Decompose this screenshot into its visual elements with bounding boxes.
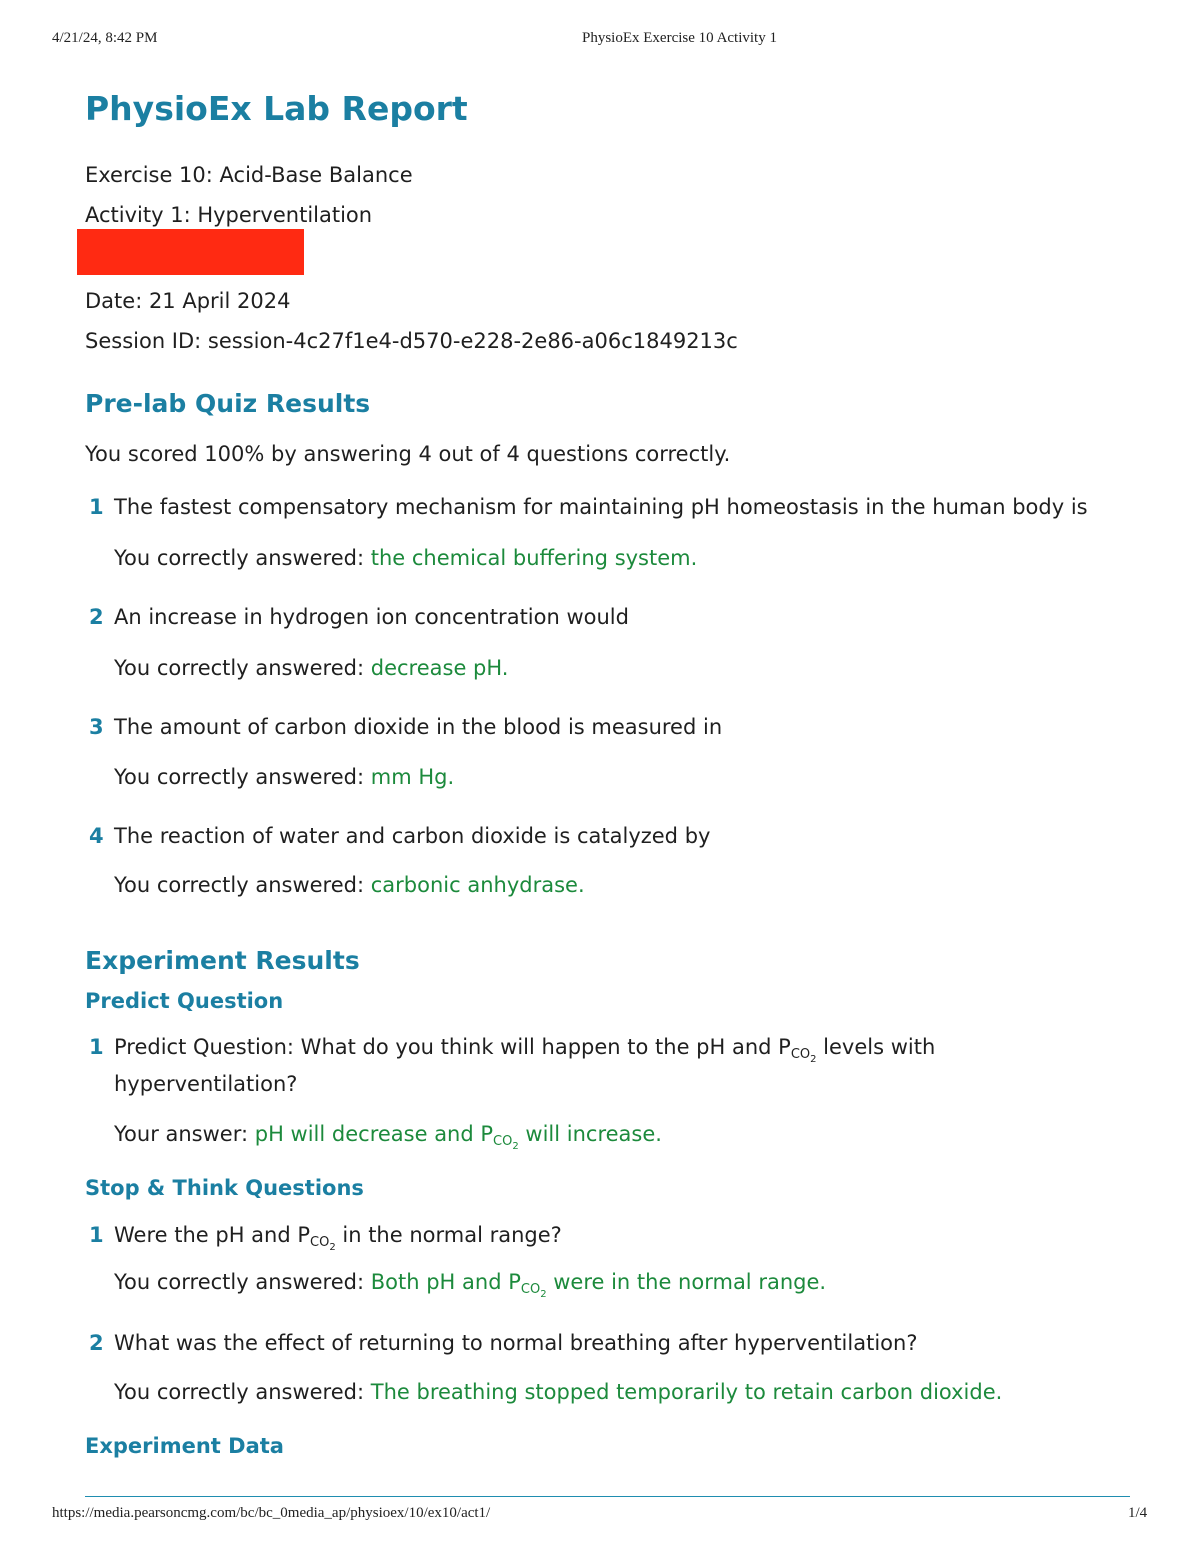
activity-label: Activity 1: Hyperventilation [85, 203, 373, 227]
question-number: 3 [89, 715, 104, 739]
answer-prefix: You correctly answered: [114, 765, 365, 789]
prelab-question [85, 818, 1145, 855]
question-text-part: Were the pH and P [114, 1223, 311, 1247]
question-number: 1 [89, 1223, 104, 1247]
pco2-subscript: CO2 [493, 1134, 519, 1152]
prelab-question [85, 709, 1145, 746]
question-text: What was the effect of returning to normal breathing after hyperventilation? [114, 1331, 918, 1355]
predict-answer [85, 1119, 1145, 1152]
stop-think-question [85, 1325, 1145, 1362]
prelab-answer [85, 870, 1145, 900]
question-number: 1 [89, 495, 104, 519]
answer-text: the chemical buffering system. [370, 546, 698, 570]
question-number: 4 [89, 824, 104, 848]
question-number: 2 [89, 605, 104, 629]
pco2-subscript: CO2 [520, 1282, 547, 1300]
pco2-subscript: CO2 [310, 1235, 336, 1253]
exercise-label: Exercise 10: Acid-Base Balance [85, 163, 413, 187]
prelab-heading: Pre-lab Quiz Results [85, 389, 371, 418]
pco2-subscript: CO2 [790, 1047, 817, 1065]
print-title: PhysioEx Exercise 10 Activity 1 [582, 30, 777, 46]
footer-divider [85, 1496, 1130, 1497]
report-title: PhysioEx Lab Report [85, 89, 468, 128]
question-text: The amount of carbon dioxide in the blood is measured in [114, 715, 723, 739]
question-text: The reaction of water and carbon dioxide is catalyzed by [114, 824, 711, 848]
answer-text: pH will decrease and $P_{CO_2}$ will increase. [254, 1122, 662, 1152]
question-text-part: Predict Question: What do you think will happen to the pH and P [114, 1035, 791, 1059]
answer-text: Both pH and $P_{CO_2}$ were in the normal range. [370, 1270, 827, 1300]
stop-think-question [85, 1217, 1145, 1254]
stop-think-answer [85, 1377, 1145, 1407]
experiment-data-heading: Experiment Data [85, 1434, 284, 1458]
experiment-heading: Experiment Results [85, 946, 360, 975]
answer-text: decrease pH. [370, 656, 509, 680]
answer-prefix: Your answer: [114, 1122, 249, 1146]
stop-think-answer [85, 1267, 1145, 1300]
prelab-answer [85, 762, 1145, 792]
question-number: 1 [89, 1035, 104, 1059]
answer-text: The breathing stopped temporarily to retain carbon dioxide. [370, 1380, 1003, 1404]
prelab-question [85, 489, 1145, 526]
prelab-question [85, 599, 1145, 636]
answer-prefix: You correctly answered: [114, 1270, 365, 1294]
predict-heading: Predict Question [85, 989, 284, 1013]
question-text-part: in the normal range? [335, 1223, 562, 1247]
session-id: Session ID: session-4c27f1e4-d570-e228-2e86-a06c1849213c [85, 329, 738, 353]
redacted-name-block [77, 229, 304, 275]
answer-prefix: You correctly answered: [114, 1380, 365, 1404]
prelab-answer [85, 543, 1145, 573]
predict-question [85, 1029, 1145, 1103]
answer-text: mm Hg. [370, 765, 455, 789]
answer-prefix: You correctly answered: [114, 546, 365, 570]
answer-text: carbonic anhydrase. [370, 873, 585, 897]
question-number: 2 [89, 1331, 104, 1355]
question-text-part: hyperventilation? [114, 1072, 298, 1096]
page-number: 1/4 [1128, 1505, 1148, 1521]
prelab-answer [85, 653, 1145, 683]
report-body [85, 80, 1145, 1461]
prelab-question-list [85, 489, 1145, 900]
answer-prefix: You correctly answered: [114, 656, 365, 680]
question-text: An increase in hydrogen ion concentration would [114, 605, 629, 629]
report-date: Date: 21 April 2024 [85, 289, 291, 313]
prelab-score: You scored 100% by answering 4 out of 4 questions correctly. [85, 442, 731, 466]
question-text-part: levels with [816, 1035, 936, 1059]
answer-prefix: You correctly answered: [114, 873, 365, 897]
stop-think-heading: Stop & Think Questions [85, 1176, 364, 1200]
question-text: The fastest compensatory mechanism for maintaining pH homeostasis in the human body is [114, 495, 1088, 519]
print-url: https://media.pearsoncmg.com/bc/bc_0media_ap/physioex/10/ex10/act1/ [52, 1505, 491, 1521]
print-datetime: 4/21/24, 8:42 PM [52, 30, 158, 46]
